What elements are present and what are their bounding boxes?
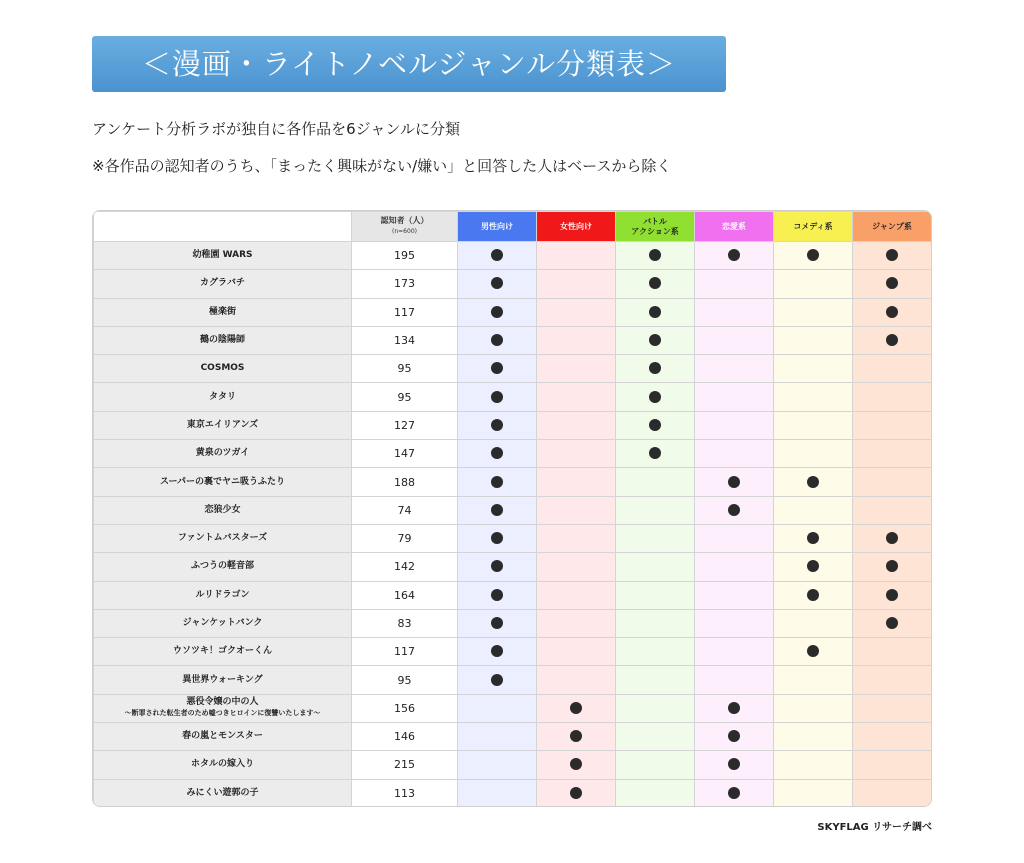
respondent-count: 156 [352,694,458,722]
page-title: ＜漫画・ライトノベルジャンル分類表＞ [92,36,726,92]
genre-cell [853,581,932,609]
work-title: ファントムバスターズ [177,533,268,544]
respondent-count: 95 [352,383,458,411]
genre-cell [853,779,932,807]
genre-cell [774,383,853,411]
description-line-1: アンケート分析ラボが独自に各作品を6ジャンルに分類 [92,120,460,138]
genre-cell [774,355,853,383]
genre-mark-dot [491,589,503,601]
genre-cell [774,326,853,354]
genre-mark-dot [886,532,898,544]
genre-cell [537,326,616,354]
work-title-cell [94,553,352,581]
work-title-cell [94,694,352,722]
genre-cell [616,779,695,807]
genre-cell [458,270,537,298]
header-genre-label: コメディ系 [793,221,833,231]
source-credit: SKYFLAG リサーチ調べ [817,822,932,833]
genre-cell [853,723,932,751]
genre-mark-dot [807,560,819,572]
genre-mark-dot [491,674,503,686]
respondent-count: 127 [352,411,458,439]
header-count-label: 認知者（人） [380,216,429,225]
genre-cell [616,242,695,270]
respondent-count: 117 [352,638,458,666]
genre-cell [458,638,537,666]
genre-cell [537,440,616,468]
genre-mark-dot [728,758,740,770]
work-title: ホタルの嫁入り [190,759,254,770]
header-genre-label: バトル [643,216,667,226]
genre-cell [774,581,853,609]
table-row [94,496,932,524]
genre-cell [695,270,774,298]
genre-mark-dot [886,306,898,318]
genre-cell [616,609,695,637]
genre-cell [774,779,853,807]
header-genre-0 [458,212,537,242]
work-title-cell [94,440,352,468]
genre-cell [458,411,537,439]
genre-cell [853,609,932,637]
genre-cell [774,666,853,694]
genre-cell [537,383,616,411]
genre-cell [458,553,537,581]
work-title-cell [94,242,352,270]
genre-cell [695,524,774,552]
table-row [94,298,932,326]
work-title: スーパーの裏でヤニ吸うふたり [159,476,286,487]
genre-mark-dot [491,532,503,544]
work-title-cell [94,496,352,524]
genre-mark-dot [807,476,819,488]
genre-cell [458,779,537,807]
genre-cell [774,440,853,468]
work-title-cell [94,383,352,411]
genre-cell [695,326,774,354]
work-title: ふつうの軽音部 [190,561,254,572]
genre-cell [616,326,695,354]
work-title-cell [94,468,352,496]
work-title: COSMOS [200,363,245,374]
genre-cell [853,440,932,468]
genre-cell [458,524,537,552]
genre-mark-dot [649,249,661,261]
respondent-count: 113 [352,779,458,807]
table-row [94,383,932,411]
work-title: 恋狼少女 [204,504,241,515]
work-title-cell [94,779,352,807]
header-blank-cell [94,212,352,242]
header-genre-3 [695,212,774,242]
genre-cell [695,638,774,666]
genre-mark-dot [649,362,661,374]
genre-mark-dot [570,787,582,799]
genre-cell [537,524,616,552]
genre-cell [537,411,616,439]
table-row [94,242,932,270]
genre-cell [774,242,853,270]
genre-mark-dot [886,334,898,346]
work-title: ルリドラゴン [195,589,250,600]
table-row [94,468,932,496]
genre-cell [537,553,616,581]
genre-mark-dot [491,419,503,431]
genre-cell [853,355,932,383]
genre-cell [616,553,695,581]
genre-cell [537,694,616,722]
genre-cell [537,779,616,807]
genre-cell [853,638,932,666]
header-genre-2 [616,212,695,242]
genre-cell [774,270,853,298]
genre-table [93,211,932,807]
genre-cell [537,723,616,751]
genre-mark-dot [491,504,503,516]
genre-mark-dot [807,532,819,544]
genre-mark-dot [570,702,582,714]
genre-cell [616,638,695,666]
genre-cell [695,411,774,439]
genre-cell [774,524,853,552]
respondent-count: 147 [352,440,458,468]
table-row [94,326,932,354]
header-genre-label: 恋愛系 [722,221,746,231]
genre-cell [853,496,932,524]
genre-cell [853,270,932,298]
genre-cell [537,298,616,326]
genre-cell [616,468,695,496]
genre-cell [695,496,774,524]
genre-cell [853,553,932,581]
genre-mark-dot [491,362,503,374]
genre-cell [695,468,774,496]
genre-mark-dot [886,277,898,289]
genre-cell [853,411,932,439]
table-row [94,751,932,779]
genre-mark-dot [807,645,819,657]
genre-cell [774,723,853,751]
table-row [94,609,932,637]
work-title: 黄泉のツガイ [195,448,250,459]
genre-cell [853,326,932,354]
genre-cell [774,411,853,439]
work-title: 東京エイリアンズ [186,419,259,430]
genre-mark-dot [728,249,740,261]
work-title-cell [94,355,352,383]
genre-mark-dot [491,617,503,629]
genre-mark-dot [728,787,740,799]
genre-cell [853,751,932,779]
genre-cell [774,468,853,496]
genre-mark-dot [649,391,661,403]
header-genre-label: ジャンプ系 [872,221,912,231]
genre-cell [616,440,695,468]
table-header-row [94,212,932,242]
genre-cell [458,496,537,524]
genre-cell [695,581,774,609]
work-title: 極楽街 [208,306,236,317]
respondent-count: 134 [352,326,458,354]
header-count-cell [352,212,458,242]
genre-cell [458,326,537,354]
genre-mark-dot [491,645,503,657]
genre-cell [458,666,537,694]
genre-cell [695,779,774,807]
genre-cell [853,383,932,411]
genre-cell [695,666,774,694]
header-genre-4 [774,212,853,242]
genre-cell [458,751,537,779]
genre-mark-dot [491,334,503,346]
genre-cell [616,666,695,694]
genre-cell [695,242,774,270]
genre-mark-dot [491,447,503,459]
genre-mark-dot [649,277,661,289]
genre-mark-dot [491,306,503,318]
header-genre-label: 男性向け [481,221,513,231]
genre-mark-dot [649,334,661,346]
work-title-cell [94,666,352,694]
genre-cell [537,270,616,298]
genre-cell [616,524,695,552]
genre-cell [616,411,695,439]
header-genre-5 [853,212,932,242]
genre-mark-dot [570,758,582,770]
respondent-count: 142 [352,553,458,581]
respondent-count: 173 [352,270,458,298]
genre-cell [458,723,537,751]
genre-mark-dot [491,476,503,488]
genre-cell [458,581,537,609]
genre-cell [774,751,853,779]
genre-cell [616,751,695,779]
table-row [94,779,932,807]
work-title: 幼稚園 WARS [192,250,253,261]
genre-cell [695,553,774,581]
genre-mark-dot [649,306,661,318]
genre-cell [537,496,616,524]
respondent-count: 74 [352,496,458,524]
genre-cell [853,468,932,496]
genre-cell [853,524,932,552]
genre-cell [458,355,537,383]
work-title: 鵺の陰陽師 [199,335,245,346]
genre-cell [616,694,695,722]
work-subtitle: 〜断罪された転生者のため嘘つきヒロインに復讐いたします〜 [124,709,321,718]
genre-cell [537,666,616,694]
genre-cell [774,694,853,722]
genre-cell [774,553,853,581]
work-title-cell [94,638,352,666]
genre-cell [537,355,616,383]
header-genre-1 [537,212,616,242]
description-line-2: ※各作品の認知者のうち、「まったく興味がない/嫌い」と回答した人はベースから除く [92,157,672,175]
genre-cell [458,383,537,411]
genre-mark-dot [491,391,503,403]
work-title: ウソツキ！ゴクオーくん [172,646,272,657]
respondent-count: 83 [352,609,458,637]
genre-mark-dot [886,617,898,629]
genre-cell [774,609,853,637]
table-row [94,270,932,298]
work-title-cell [94,411,352,439]
genre-cell [537,468,616,496]
respondent-count: 117 [352,298,458,326]
genre-cell [853,242,932,270]
genre-mark-dot [649,447,661,459]
genre-table-container [92,210,932,807]
genre-mark-dot [728,504,740,516]
table-row [94,411,932,439]
genre-cell [695,440,774,468]
work-title: ジャンケットバンク [182,618,263,628]
genre-mark-dot [728,730,740,742]
genre-cell [616,723,695,751]
work-title: 異世界ウォーキング [182,674,263,685]
work-title: カグラバチ [199,278,245,289]
genre-cell [537,609,616,637]
genre-cell [774,496,853,524]
genre-cell [695,355,774,383]
genre-cell [458,468,537,496]
genre-cell [853,694,932,722]
genre-cell [774,638,853,666]
genre-cell [537,751,616,779]
respondent-count: 95 [352,355,458,383]
respondent-count: 195 [352,242,458,270]
table-row [94,355,932,383]
genre-cell [853,666,932,694]
table-row [94,440,932,468]
genre-mark-dot [886,589,898,601]
genre-mark-dot [807,249,819,261]
work-title-cell [94,270,352,298]
genre-cell [616,355,695,383]
respondent-count: 215 [352,751,458,779]
work-title-cell [94,723,352,751]
table-row [94,524,932,552]
respondent-count: 188 [352,468,458,496]
respondent-count: 164 [352,581,458,609]
genre-mark-dot [649,419,661,431]
genre-cell [695,298,774,326]
table-row [94,694,932,722]
genre-mark-dot [570,730,582,742]
genre-cell [616,581,695,609]
genre-mark-dot [728,476,740,488]
genre-mark-dot [491,277,503,289]
table-row [94,723,932,751]
table-row [94,581,932,609]
genre-cell [695,694,774,722]
genre-cell [616,383,695,411]
work-title-cell [94,609,352,637]
genre-cell [616,496,695,524]
genre-cell [458,298,537,326]
genre-cell [458,440,537,468]
respondent-count: 146 [352,723,458,751]
work-title: 春の嵐とモンスター [182,731,263,742]
table-row [94,666,932,694]
work-title-cell [94,524,352,552]
header-count-sub: (n=600) [392,228,417,235]
work-title: 悪役令嬢の中の人 [186,697,259,708]
work-title: タタリ [208,391,236,402]
genre-cell [616,298,695,326]
header-genre-label: アクション系 [631,226,679,236]
genre-cell [537,638,616,666]
header-genre-label: 女性向け [560,221,592,231]
genre-mark-dot [728,702,740,714]
respondent-count: 95 [352,666,458,694]
genre-cell [695,751,774,779]
genre-mark-dot [491,560,503,572]
genre-cell [616,270,695,298]
genre-cell [537,581,616,609]
work-title-cell [94,298,352,326]
genre-cell [537,242,616,270]
table-row [94,553,932,581]
genre-cell [458,242,537,270]
respondent-count: 79 [352,524,458,552]
genre-mark-dot [886,560,898,572]
table-row [94,638,932,666]
work-title-cell [94,326,352,354]
genre-mark-dot [491,249,503,261]
genre-cell [458,609,537,637]
work-title-cell [94,751,352,779]
genre-mark-dot [807,589,819,601]
work-title: みにくい遊郭の子 [186,787,259,798]
genre-cell [458,694,537,722]
genre-cell [695,723,774,751]
genre-cell [774,298,853,326]
genre-mark-dot [886,249,898,261]
genre-cell [853,298,932,326]
work-title-cell [94,581,352,609]
genre-cell [695,383,774,411]
genre-cell [695,609,774,637]
